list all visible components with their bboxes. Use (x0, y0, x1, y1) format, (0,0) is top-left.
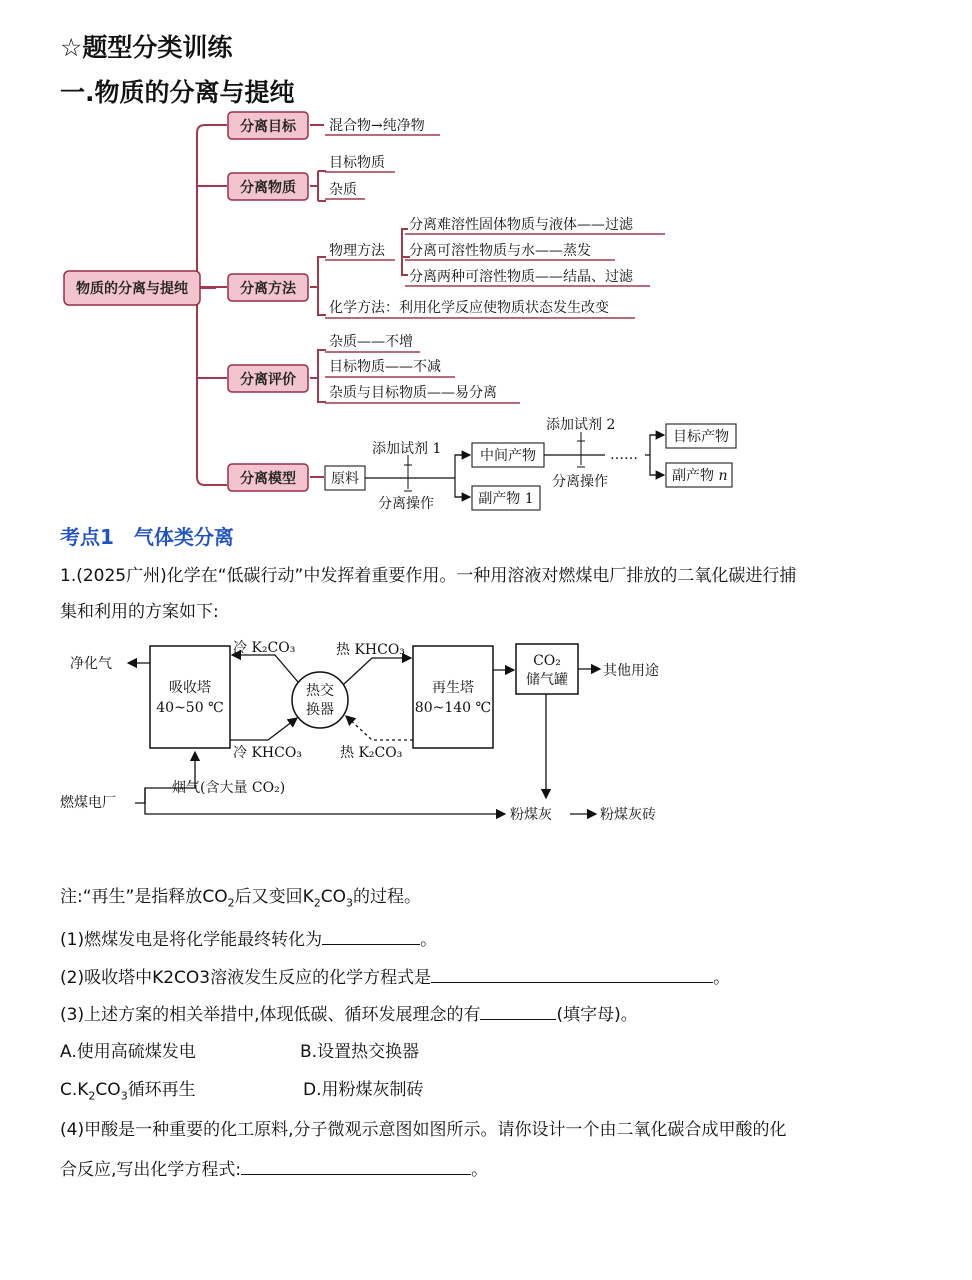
leaf-physical: 物理方法 (329, 243, 385, 259)
model-ellipsis: …… (610, 447, 638, 463)
answer-blank-1[interactable] (322, 926, 420, 945)
kaodian-title: 考点1 气体类分离 (60, 525, 234, 549)
node-evaluation-label: 分离评价 (240, 372, 296, 388)
separation-mindmap (0, 105, 972, 525)
other-use-label: 其他用途 (603, 663, 659, 679)
leaf-eval-1: 杂质——不增 (329, 334, 413, 350)
question-intro-line2: 集和利用的方案如下: (60, 602, 219, 622)
node-model-label: 分离模型 (240, 471, 296, 487)
leaf-filter: 分离难溶性固体物质与液体——过滤 (409, 217, 633, 233)
model-byn-label: 副产物 n (672, 468, 728, 484)
fly-ash-brick-label: 粉煤灰砖 (600, 807, 656, 823)
sub-question-2: (2)吸收塔中K2CO3溶液发生反应的化学方程式是 。 (60, 964, 730, 990)
fly-ash-label: 粉煤灰 (510, 807, 552, 823)
hx-label-2: 换器 (306, 702, 334, 718)
question-intro-line1: 1.(2025广州)化学在“低碳行动”中发挥着重要作用。一种用溶液对燃煤电厂排放的二氧化碳进行捕 (60, 566, 797, 586)
mindmap-root-label: 物质的分离与提纯 (76, 281, 188, 297)
regeneration-tower (413, 646, 493, 748)
option-b[interactable]: B.设置热交换器 (300, 1042, 420, 1062)
model-op-2: 分离操作 (552, 474, 608, 490)
model-raw-label: 原料 (331, 471, 359, 487)
section-heading: 一.物质的分离与提纯 (60, 78, 295, 107)
hx-label-1: 热交 (306, 683, 334, 699)
node-goal-label: 分离目标 (240, 119, 296, 135)
answer-blank-3[interactable] (480, 1001, 556, 1020)
leaf-crystallize: 分离两种可溶性物质——结晶、过滤 (409, 269, 633, 285)
leaf-target-substance: 目标物质 (329, 155, 385, 171)
model-add-reagent-1: 添加试剂 1 (372, 441, 442, 457)
model-mid-label: 中间产物 (480, 448, 536, 464)
training-heading: ☆题型分类训练 (60, 33, 233, 62)
answer-blank-2[interactable] (431, 964, 713, 983)
sub-question-4-line2: 合反应,写出化学方程式: 。 (60, 1156, 488, 1182)
flue-gas-label: 烟气(含大量 CO₂) (172, 780, 286, 796)
leaf-evaporate: 分离可溶性物质与水——蒸发 (409, 243, 591, 259)
leaf-impurity: 杂质 (329, 182, 357, 198)
hot-k2co3-label: 热 K₂CO₃ (340, 745, 403, 761)
node-substance-label: 分离物质 (240, 180, 296, 196)
cold-k2co3-label: 冷 K₂CO₃ (233, 640, 296, 656)
node-method-label: 分离方法 (240, 281, 296, 297)
model-op-1: 分离操作 (378, 496, 434, 512)
regen-temp: 80~140 ℃ (414, 700, 492, 716)
model-by1-label: 副产物 1 (478, 491, 534, 507)
model-add-reagent-2: 添加试剂 2 (546, 417, 616, 433)
model-target-label: 目标产物 (673, 429, 729, 445)
tank-label-2: 储气罐 (526, 672, 568, 688)
heat-exchanger (292, 672, 348, 728)
absorber-temp: 40~50 ℃ (156, 700, 224, 716)
answer-blank-4[interactable] (241, 1156, 471, 1175)
cold-khco3-label: 冷 KHCO₃ (233, 745, 302, 761)
leaf-eval-2: 目标物质——不减 (329, 359, 441, 375)
sub-question-1: (1)燃煤发电是将化学能最终转化为 。 (60, 926, 437, 952)
co2-capture-flow-diagram (0, 628, 972, 833)
absorber-label: 吸收塔 (169, 680, 211, 696)
option-c[interactable]: $C.K_2CO_3$循环再生 (60, 1080, 196, 1103)
option-d[interactable]: D.用粉煤灰制砖 (303, 1080, 424, 1100)
sub-question-4-line1: (4)甲酸是一种重要的化工原料,分子微观示意图如图所示。请你设计一个由二氧化碳合成甲酸的化 (60, 1120, 787, 1140)
tank-label-1: CO₂ (533, 653, 561, 669)
sub-question-3: (3)上述方案的相关举措中,体现低碳、循环发展理念的有 (填字母)。 (60, 1001, 638, 1027)
leaf-eval-3: 杂质与目标物质——易分离 (329, 385, 497, 401)
leaf-chemical: 化学方法：利用化学反应使物质状态发生改变 (329, 300, 609, 316)
leaf-mixture: 混合物→纯净物 (329, 118, 425, 134)
regen-label: 再生塔 (432, 680, 474, 696)
hot-khco3-label: 热 KHCO₃ (336, 642, 405, 658)
purified-gas-label: 净化气 (70, 656, 112, 672)
option-a[interactable]: A.使用高硫煤发电 (60, 1042, 196, 1062)
regeneration-note: 注:“再生”是指释放$CO_2$后又变回$K_2CO_3$的过程。 (60, 887, 422, 910)
absorber-tower (150, 646, 230, 748)
power-plant-label: 燃煤电厂 (60, 795, 116, 811)
